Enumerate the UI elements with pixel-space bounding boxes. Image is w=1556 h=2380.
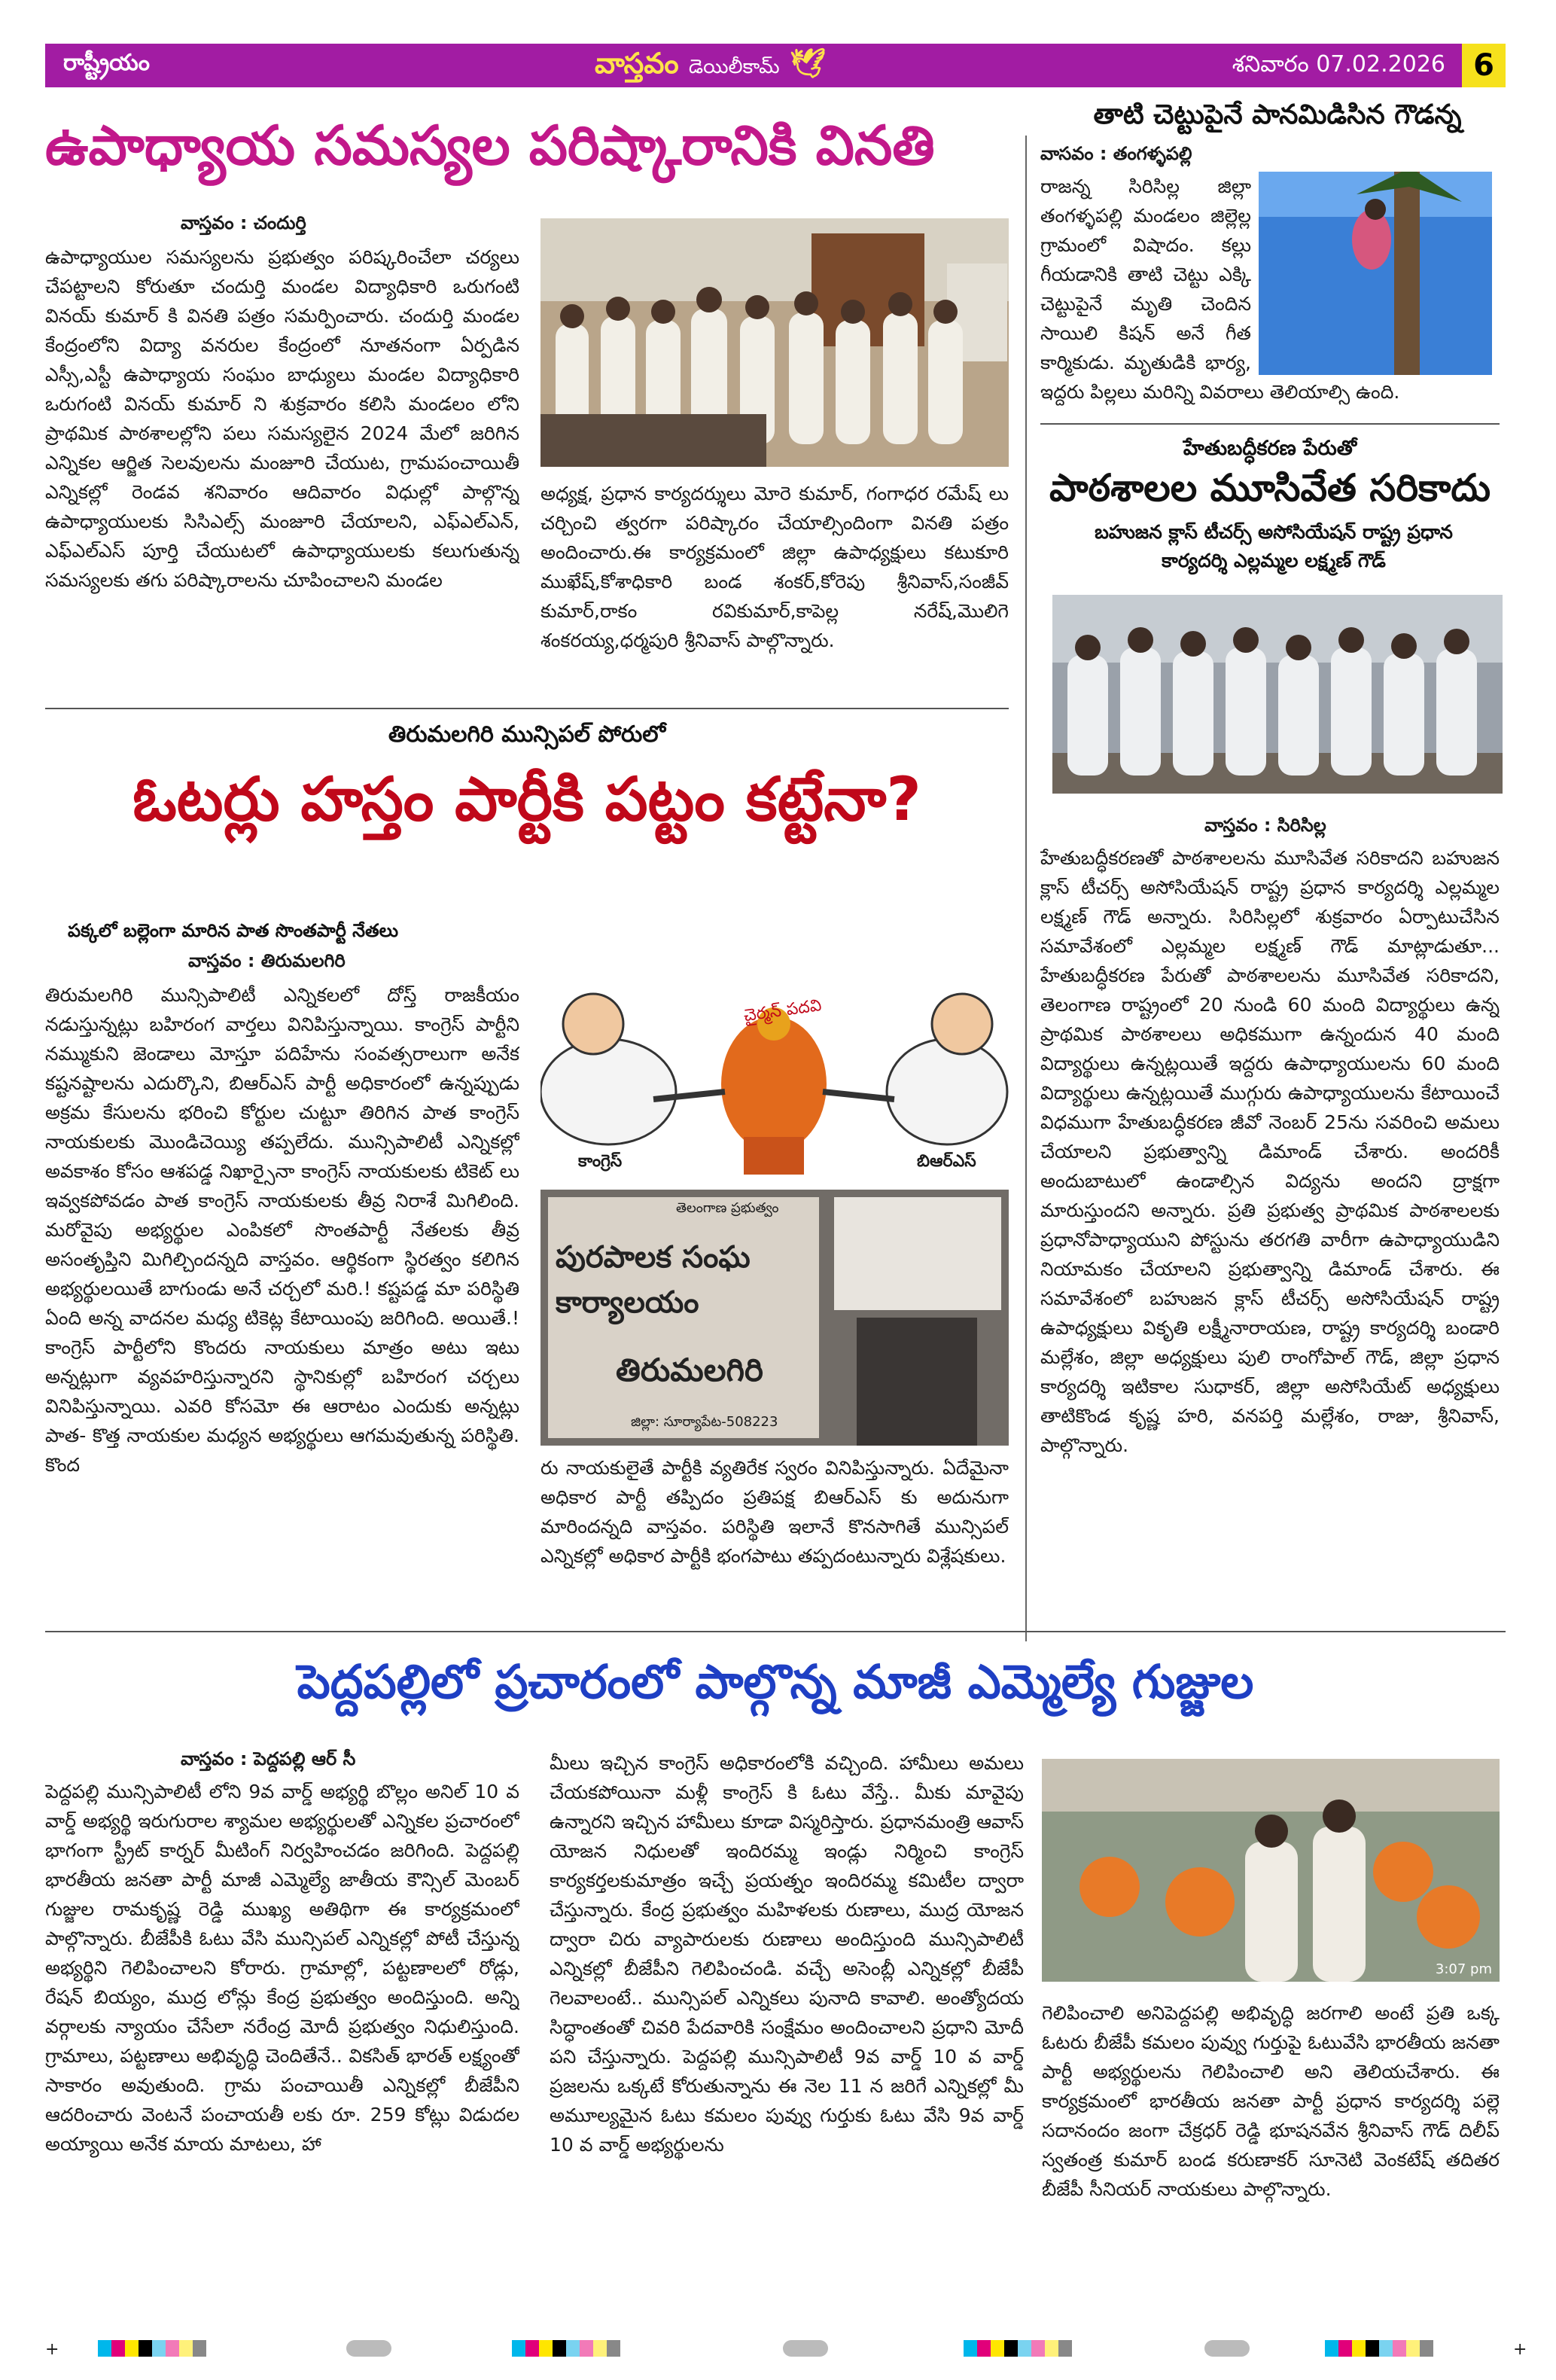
story2-headline: తాటి చెట్టుపైనే పానమిడిసిన గౌడన్న [1093, 99, 1462, 130]
issue-date: శనివారం 07.02.2026 [1232, 51, 1445, 78]
registration-marks-left [45, 2340, 59, 2357]
page-number: 6 [1462, 44, 1506, 87]
story1-divider [45, 708, 1009, 709]
story4-headline: ఓటర్లు హస్తం పార్టీకి పట్టం కట్టేనా? [132, 764, 921, 834]
story4-body: తిరుమలగిరి మున్సిపాలిటీ ఎన్నికలలో దోస్త్ రాజకీయం నడుస్తున్నట్లు బహిరంగ వార్తలు వినిపిస్తున్నాయి. కాంగ్రెస్ పార్టీని నమ్ముకుని జెండాలు మోస్తూ పదిహేను సంవత్సరాలుగా అనేక కష్టనష్టాలను ఎదుర్కొని, బిఆర్ఎస్ పార్టీ అధికారంలో ఉన్నప్పుడు అక్రమ కేసులను భరించి కోర్టుల చుట్టూ తిరిగిన పాత కాంగ్రెస్ నాయకులకు మొండిచెయ్యి తప్పలేదు. మున్సిపాలిటీ ఎన్నికల్లో అవకాశం కోసం ఆశపడ్డ నిఖార్సైనా కాంగ్రెస్ నాయకులకు టికెట్ లు ఇవ్వకపోవడం పాత కాంగ్రెస్ నాయకులకు తీవ్ర నిరాశే మిగిలింది. మరోవైపు అభ్యర్థుల ఎంపికలో సొంతపార్టీ నేతలకు తీవ్ర అసంతృప్తిని మిగిల్చిందన్నది వాస్తవం. ఆర్థికంగా స్థిరత్వం కలిగిన అభ్యర్థులయితే బాగుండు అనే చర్చలో మరి.! కష్టపడ్డ మా పరిస్థితి ఏంది అన్న వాదనల మధ్య టికెట్ల కేటాయింపు జరిగింది. అయితే.! కాంగ్రెస్ పార్టీలోని కొందరు నాయకులు మాత్రం అటు ఇటు అన్నట్లుగా వ్యవహరిస్తున్నారని స్థానికుల్లో బహిరంగ చర్చలు వినిపిస్తున్నాయి. ఎవరి కోసమో ఈ ఆరాటం ఎందుకు అన్నట్లు పాత- కొత్త నాయకుల మధ్యన అభ్యర్థులు ఆగమవుతున్న పరిస్థితి. కొంద [45, 984, 519, 1476]
story2-dateline: వాసవం : తంగళ్ళపల్లి [1040, 143, 1192, 164]
story3-photo [1052, 595, 1503, 794]
story4-subhead: పక్కలో బల్లెంగా మారిన పాత సొంతపార్టీ నేతలు [68, 920, 399, 941]
story5-col3: గెలిపించాలి అనిపెద్దపల్లి అభివృద్ధి జరగాలి అంటే ప్రతి ఒక్క ఓటరు బీజేపీ కమలం పువ్వు గుర్తుపై ఓటువేసి భారతీయ జనతా పార్టీ అభ్యర్థులను గెలిపించాలి అని తెలియచేశారు. ఈ కార్యక్రమంలో భారతీయ జనతా పార్టీ ప్రధాన కార్యదర్శి పల్లె సదానందం జంగా చేక్రధర్ రెడ్డి భూషనవేన శ్రీనివాస్ గౌడ్ దిలీప్ స్వతంత్ర కుమార్ బండ కరుణాకర్ సూనెటి వెంకటేష్ తదితర బీజేపీ సీనియర్ నాయకులు పాల్గొన్నారు. [1042, 2002, 1500, 2200]
paper-title: వాస్తవం [595, 47, 679, 80]
cartoon-left-label: కాంగ్రెస్ [578, 1152, 623, 1171]
story3-kicker: హేతుబద్ధీకరణ పేరుతో [1183, 437, 1357, 460]
registration-dot-1 [346, 2340, 391, 2357]
story1-body: ఉపాధ్యాయుల సమస్యలను ప్రభుత్వం పరిష్కరించేలా చర్యలు చేపట్టాలని కోరుతూ చందుర్తి మండల విద్యాధికారి ఒరుగంటి వినయ్ కుమార్ కి వినతి పత్రం సమర్పించారు. చందుర్తి మండల కేంద్రంలోని విద్యా వనరుల కేంద్రంలో నూతనంగా ఏర్పడిన ఎస్సీ,ఎస్టీ ఉపాధ్యాయ సంఘం బాధ్యులు మండల విద్యాధికారి ఒరుగంటి వినయ్ కుమార్ ని శుక్రవారం కలిసి మండలం లోని ప్రాథమిక పాఠశాలల్లోని పలు సమస్యలైన 2024 మేలో జరిగిన ఎన్నికల ఆర్జిత సెలవులను మంజూరి చేయుట, గ్రామపంచాయితీ ఎన్నికల్లో రెండవ శనివారం ఆదివారం విధుల్లో పాల్గొన్న ఉపాధ్యాయులకు సిసిఎల్స్ మంజూరి చేయాలని, ఎఫ్ఎల్ఎన్, ఎఫ్ఎల్ఎస్ పూర్తి చేయుటలో ఉపాధ్యాయులకు కలుగుతున్న సమస్యలకు తగు పరిష్కారాలను చూపించాలని మండల [45, 246, 519, 591]
story1-photo [540, 218, 1009, 467]
edition-label: డెయిలీకామ్ [688, 56, 780, 78]
paper-name [595, 47, 826, 87]
board-office-name: పురపాలక సంఘ కార్యాలయం [556, 1240, 751, 1320]
bird-icon: 🕊 [789, 47, 827, 80]
teachers-group-graphic [1052, 595, 1503, 794]
story1-headline: ఉపాధ్యాయ సమస్యల పరిష్కారానికి వినతి [45, 114, 935, 177]
section-label: రాష్ట్రీయం [63, 50, 150, 76]
story4-board-photo [540, 1190, 1009, 1446]
story1-dateline: వాస్తవం : చందుర్తి [181, 212, 306, 233]
palm-tree-photo-graphic [1259, 172, 1492, 375]
registration-dot-2 [783, 2340, 828, 2357]
color-bar-4 [1325, 2340, 1433, 2357]
story4-divider [45, 1631, 1506, 1632]
story3-body: హేతుబద్ధీకరణతో పాఠశాలలను మూసివేత సరికాదని బహుజన క్లాస్ టీచర్స్ అసోసియేషన్ రాష్ట్ర ప్రధాన కార్యదర్శి ఎల్లమ్మల లక్ష్మణ్ గౌడ్ అన్నారు. సిరిసిల్లలో శుక్రవారం ఏర్పాటుచేసిన సమావేశంలో ఎల్లమ్మల లక్ష్మణ్ గౌడ్ మాట్లాడుతూ... హేతుబద్ధీకరణ పేరుతో పాఠశాలలను మూసివేత సరికాదని, తెలంగాణ రాష్ట్రంలో 20 నుండి 60 మంది విద్యార్థులు ఉన్న ప్రాథమిక పాఠశాలలు అధికముగా ఉన్నందున 40 మంది విద్యార్థులు ఉన్నట్లయితే ఇద్దరు ఉపాధ్యాయులను 60 మంది విద్యార్థులు ఉన్నట్లయితే ముగ్గురు ఉపాధ్యాయులను కేటాయించే విధముగా హేతుబద్ధీకరణ జీవో నెంబర్ 25ను సవరించి అమలు చేయాలని ప్రభుత్వాన్ని డిమాండ్ చేశారు. అందరికీ అందుబాటులో ఉండాల్సిన విద్యను అందని ద్రాక్షగా మారుస్తుందని అన్నారు. ప్రతి ప్రభుత్వ ప్రాథమిక పాఠశాలలకు ప్రధానోపాధ్యాయుని పోస్టును తరగతి వారీగా ఉపాధ్యాయుడిని నియామకం చేయాలని ప్రభుత్వాన్ని డిమాండ్ చేశారు. ఈ సమావేశంలో బహుజన క్లాస్ టీచర్స్ అసోసియేషన్ రాష్ట్ర ఉపాధ్యక్షులు వికృతి లక్ష్మీనారాయణ, రాష్ట్ర కార్యదర్శి బండారి మల్లేశం, జిల్లా అధ్యక్షులు పులి రాంగోపాల్ గౌడ్, జిల్లా ప్రధాన కార్యదర్శి ఇటికాల సుధాకర్, జిల్లా అసోసియేట్ అధ్యక్షులు తాటికొండ కృష్ణ హరి, వనపర్తి మల్లేశం, రాజు, శ్రీనివాస్, పాల్గొన్నారు. [1040, 847, 1500, 1456]
registration-marks-right [1513, 2340, 1527, 2357]
color-bar-2 [512, 2340, 620, 2357]
color-bar-1 [98, 2340, 206, 2357]
board-district: జిల్లా: సూర్యాపేట-508223 [631, 1414, 778, 1430]
masthead-band [45, 44, 1506, 87]
story5-headline: పెద్దపల్లిలో ప్రచారంలో పాల్గొన్న మాజీ ఎమ్మెల్యే గుజ్జుల [297, 1654, 1254, 1709]
story5-photo [1042, 1759, 1500, 1982]
story5-col2: మీలు ఇచ్చిన కాంగ్రెస్ అధికారంలోకి వచ్చింది. హామీలు అమలు చేయకపోయినా మళ్లీ కాంగ్రెస్ కి ఓటు వేస్తే.. మీకు మావైపు ఉన్నారని ఇచ్చిన హామీలు కూడా విస్మరిస్తారు. ప్రధానమంత్రి ఆవాస్ యోజన నిధులతో ఇందిరమ్మ ఇండ్లు నిర్మించి కాంగ్రెస్ కార్యకర్తలకుమాత్రం ఇచ్చే ప్రయత్నం ఇందిరమ్మ కమిటీల ద్వారా చేస్తున్నారు. కేంద్ర ప్రభుత్వం మహిళలకు రుణాలు, ముద్ర యోజన ద్వారా చిరు వ్యాపారులకు రుణాలు అందిస్తుంది మున్సిపాలిటీ ఎన్నికల్లో బీజేపీని గెలిపించండి. వచ్చే అసెంబ్లీ ఎన్నికల్లో బీజేపీ గెలవాలంటే.. మున్సిపల్ ఎన్నికలు పునాది కావాలి. అంత్యోదయ సిద్ధాంతంతో చివరి పేదవారికి సంక్షేమం అందించాలని ప్రధాని మోదీ పని చేస్తున్నారు. పెద్దపల్లి మున్సిపాలిటీ 9వ వార్డ్ 10 వ వార్డ్ ప్రజలను ఒక్కటే కోరుతున్నాను ఈ నెల 11 న జరిగే ఎన్నికల్లో మీ అమూల్యమైన ఓటు కమలం పువ్వు గుర్తుకు ఓటు వేసి 9వ వార్డ్ 10 వ వార్డ్ అభ్యర్థులను [550, 1752, 1024, 2156]
crosshair-icon: + [45, 2340, 59, 2359]
story4-cartoon [540, 971, 1009, 1190]
board-town-name: తిరుమలగిరి [616, 1352, 763, 1388]
story1-body-continued: అధ్యక్ష, ప్రధాన కార్యదర్శులు మోరె కుమార్, గంగాధర రమేష్ లు చర్చించి త్వరగా పరిష్కారం చేయాల్సిందింగా వినతి పత్రం అందించారు.ఈ కార్యక్రమంలో జిల్లా ఉపాధ్యక్షులు కటుకూరి ముఖేష్,కోశాధికారి బండ శంకర్,కోరెపు శ్రీనివాస్,సంజీవ్ కుమార్,రాకం రవికుమార్,కాపెల్ల నరేష్,మొలిగె శంకరయ్య,ధర్మపురి శ్రీనివాస్ పాల్గొన్నారు. [540, 483, 1009, 651]
story2-divider [1040, 423, 1500, 425]
cartoon-right-label: బిఆర్ఎస్ [917, 1152, 976, 1171]
story3-subhead: బహుజన క్లాస్ టీచర్స్ అసోసియేషన్ రాష్ట్ర ప్రధాన కార్యదర్శి ఎల్లమ్మల లక్ష్మణ్ గౌడ్ [1095, 521, 1453, 571]
story3-dateline: వాస్తవం : సిరిసిల్ల [1204, 815, 1326, 836]
color-bar-3 [964, 2340, 1072, 2357]
group-photo-graphic [540, 218, 1009, 467]
registration-dot-3 [1204, 2340, 1250, 2357]
story4-kicker: తిరుమలగిరి మున్సిపల్ పోరులో [388, 721, 666, 748]
photo-timestamp: 3:07 pm [1435, 1961, 1492, 1977]
story2-photo [1259, 172, 1492, 375]
campaign-photo-graphic [1042, 1759, 1500, 1982]
cartoon-chair-label: చైర్మన్ పదవి [742, 995, 823, 1026]
story5-col1: పెద్దపల్లి మున్సిపాలిటీ లోని 9వ వార్డ్ అభ్యర్థి బొల్లం అనిల్ 10 వ వార్డ్ అభ్యర్థి ఇరుగురాల శ్యామల అభ్యర్థులతో ఎన్నికల ప్రచారంలో భాగంగా స్ట్రీట్ కార్నర్ మీటింగ్ నిర్వహించడం జరిగింది. పెద్దపల్లి భారతీయ జనతా పార్టీ మాజీ ఎమ్మెల్యే జాతీయ కౌన్సిల్ మెంబర్ గుజ్జుల రామకృష్ణ రెడ్డి ముఖ్య అతిథిగా ఈ కార్యక్రమంలో పాల్గొన్నారు. బీజేపీకి ఓటు వేసి మున్సిపల్ ఎన్నికల్లో పోటీ చేస్తున్న అభ్యర్థిని గెలిపించాలని కోరారు. గ్రామాల్లో, పట్టణాలలో రోడ్లు, రేషన్ బియ్యం, ముద్ర లోన్లు కేంద్ర ప్రభుత్వం అందిస్తుంది. అన్ని వర్గాలకు న్యాయం చేసేలా నరేంద్ర మోదీ ప్రభుత్వం నిధులిస్తుంది. గ్రామాలు, పట్టణాలు అభివృద్ధి చెందితేనే.. వికసిత్ భారత్ లక్ష్యంతో సాకారం అవుతుంది. గ్రామ పంచాయితీ ఎన్నికల్లో బీజేపీని ఆదరించారు వెంటనే పంచాయతీ లకు రూ. 259 కోట్లు విడుదల అయ్యాయి అనేక మాయ మాటలు, హా [45, 1781, 519, 2155]
board-top-text: తెలంగాణ ప్రభుత్వం [676, 1200, 779, 1216]
story2-text: రాజన్న సిరిసిల్ల జిల్లా తంగళ్ళపల్లి మండలం జిల్లెల్ల గ్రామంలో విషాదం. కల్లు గీయడానికి తాటి చెట్టు ఎక్కి చెట్టుపైనే మృతి చెందిన సాయిలి కిషన్ అనే గీత కార్మికుడు. మృతుడికి భార్య, ఇద్దరు పిల్లలు మరిన్ని వివరాలు తెలియాల్సి ఉంది. [1040, 175, 1400, 403]
story4-body-continued: రు నాయకులైతే పార్టీకి వ్యతిరేక స్వరం వినిపిస్తున్నారు. ఏదేమైనా అధికార పార్టీ తప్పిదం ప్రతిపక్ష బిఆర్ఎస్ కు అదునుగా మారిందన్నది వాస్తవం. పరిస్థితి ఇలానే కొనసాగితే మున్సిపల్ ఎన్నికల్లో అధికార పార్టీకి భంగపాటు తప్పదంటున్నారు విశ్లేషకులు. [540, 1457, 1009, 1567]
column-divider [1025, 136, 1027, 1641]
crosshair-icon: + [1513, 2340, 1527, 2359]
story2-body [1040, 172, 1492, 413]
story4-dateline: వాస్తవం : తిరుమలగిరి [188, 950, 346, 971]
story3-headline: పాఠశాలల మూసివేత సరికాదు [1049, 466, 1491, 510]
story5-dateline: వాస్తవం : పెద్దపల్లి ఆర్ సీ [181, 1748, 356, 1769]
